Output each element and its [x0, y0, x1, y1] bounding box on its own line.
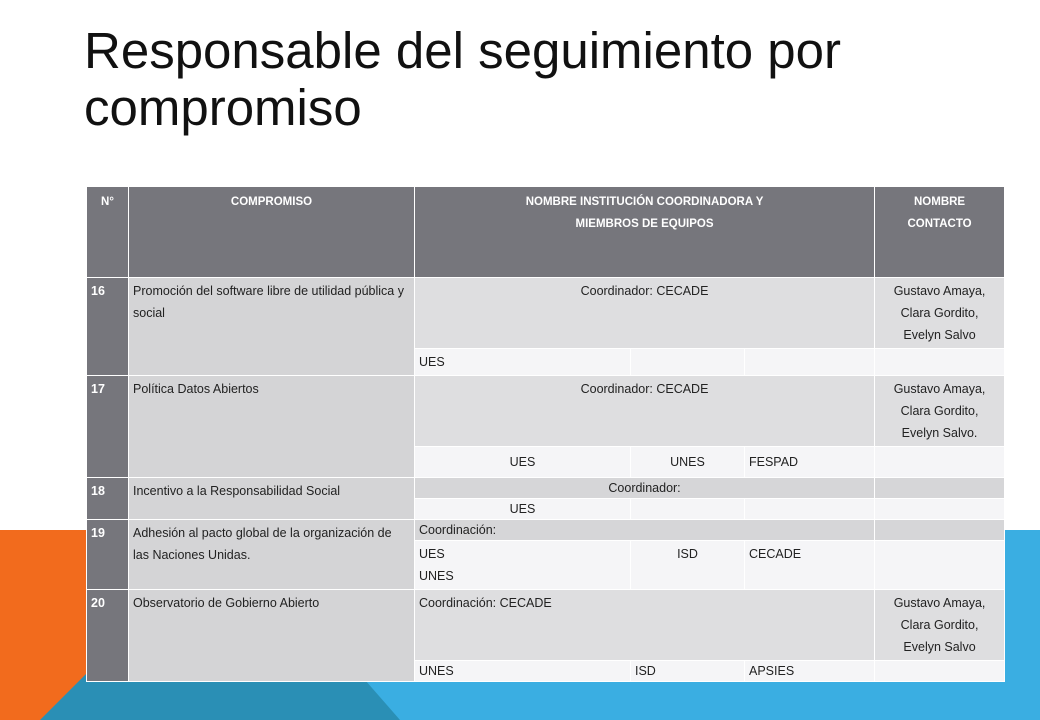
row-member: APSIES [745, 661, 875, 682]
row-compromiso: Política Datos Abiertos [129, 376, 415, 478]
row-contacto [875, 278, 1005, 349]
header-contacto-line2: CONTACTO [907, 218, 972, 230]
row-member-empty [631, 349, 745, 376]
table-header-row [87, 187, 1005, 278]
row-coordinador: Coordinador: CECADE [415, 278, 875, 349]
row-contacto-empty [875, 478, 1005, 499]
row-compromiso: Promoción del software libre de utilidad pública y social [129, 278, 415, 376]
table-row [87, 590, 1005, 661]
contact-name: Gustavo Amaya, [893, 596, 986, 610]
row-member: UNES [415, 661, 631, 682]
row-coordinador: Coordinación: [415, 520, 875, 541]
row-number: 20 [87, 590, 129, 682]
table-row [87, 520, 1005, 541]
commitments-table [86, 186, 1005, 682]
row-contacto [875, 590, 1005, 661]
row-member-empty [875, 499, 1005, 520]
row-contacto [875, 376, 1005, 447]
contact-name: Gustavo Amaya, [893, 284, 986, 298]
row-member-group [415, 541, 631, 590]
row-member-empty [631, 499, 745, 520]
row-number: 18 [87, 478, 129, 520]
contact-name: Clara Gordito, [900, 618, 979, 632]
row-number: 19 [87, 520, 129, 590]
row-member: ISD [631, 541, 745, 590]
row-compromiso: Adhesión al pacto global de la organización de las Naciones Unidas. [129, 520, 415, 590]
row-coordinador: Coordinador: CECADE [415, 376, 875, 447]
row-number: 17 [87, 376, 129, 478]
header-contacto [875, 187, 1005, 278]
header-contacto-line1: NOMBRE [913, 196, 966, 208]
header-institucion [415, 187, 875, 278]
row-member-empty [875, 447, 1005, 478]
contact-name: Gustavo Amaya, [893, 382, 986, 396]
row-member: UES [415, 447, 631, 478]
row-member: UNES [419, 569, 454, 583]
row-member: ISD [631, 661, 745, 682]
row-contacto-empty [875, 520, 1005, 541]
row-member-empty [875, 541, 1005, 590]
contact-name: Clara Gordito, [900, 404, 979, 418]
row-member: FESPAD [745, 447, 875, 478]
row-member: UES [415, 499, 631, 520]
row-compromiso: Incentivo a la Responsabilidad Social [129, 478, 415, 520]
row-coordinador: Coordinador: [415, 478, 875, 499]
contact-name: Evelyn Salvo [903, 640, 976, 654]
header-num: N° [87, 187, 129, 278]
row-coordinador: Coordinación: CECADE [415, 590, 875, 661]
row-member-empty [875, 661, 1005, 682]
contact-name: Evelyn Salvo. [901, 426, 978, 440]
row-member-empty [875, 349, 1005, 376]
row-member-empty [745, 349, 875, 376]
row-compromiso: Observatorio de Gobierno Abierto [129, 590, 415, 682]
table-row [87, 278, 1005, 349]
contact-name: Evelyn Salvo [903, 328, 976, 342]
row-member: UNES [631, 447, 745, 478]
header-compromiso: COMPROMISO [129, 187, 415, 278]
header-institucion-line1: NOMBRE INSTITUCIÓN COORDINADORA Y [525, 196, 764, 208]
table-row [87, 478, 1005, 499]
table-row [87, 376, 1005, 447]
row-member: CECADE [745, 541, 875, 590]
row-member-empty [745, 499, 875, 520]
contact-name: Clara Gordito, [900, 306, 979, 320]
header-institucion-line2: MIEMBROS DE EQUIPOS [575, 218, 714, 230]
row-member: UES [415, 349, 631, 376]
page-title: Responsable del seguimiento por compromiso [84, 22, 841, 136]
row-member: UES [419, 547, 445, 561]
row-number: 16 [87, 278, 129, 376]
